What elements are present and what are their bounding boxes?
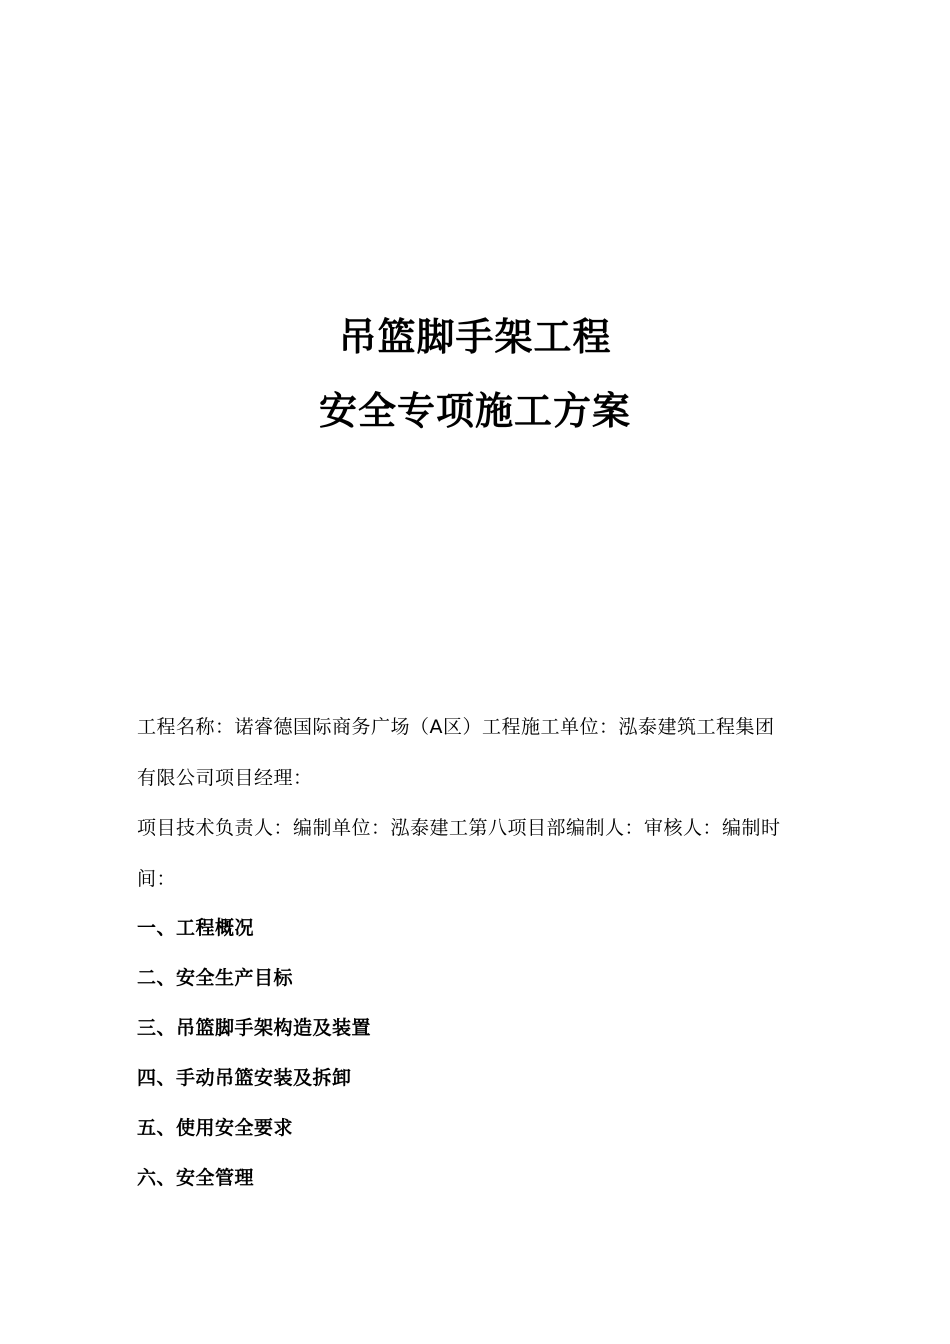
toc-item: 五、使用安全要求 bbox=[137, 1117, 294, 1139]
table-of-contents bbox=[137, 903, 637, 1203]
toc-item: 二、安全生产目标 bbox=[137, 967, 294, 989]
project-info-line: 间： bbox=[137, 868, 177, 890]
toc-item: 一、工程概况 bbox=[137, 917, 255, 939]
project-info-block-1 bbox=[137, 702, 807, 804]
project-info-line: 工程名称：诺睿德国际商务广场（A区）工程施工单位：泓泰建筑工程集团 bbox=[137, 716, 775, 738]
title-line-1: 吊篮脚手架工程 bbox=[338, 315, 612, 359]
toc-item: 四、手动吊篮安装及拆卸 bbox=[137, 1067, 352, 1089]
title-block bbox=[0, 315, 950, 433]
project-info-line: 有限公司项目经理： bbox=[137, 767, 313, 789]
toc-item: 三、吊篮脚手架构造及装置 bbox=[137, 1017, 372, 1039]
toc-item: 六、安全管理 bbox=[137, 1167, 255, 1189]
project-info-line: 项目技术负责人：编制单位：泓泰建工第八项目部编制人：审核人：编制时 bbox=[137, 817, 781, 839]
title-line-2: 安全专项施工方案 bbox=[318, 389, 631, 433]
project-info-block-2 bbox=[137, 803, 807, 905]
